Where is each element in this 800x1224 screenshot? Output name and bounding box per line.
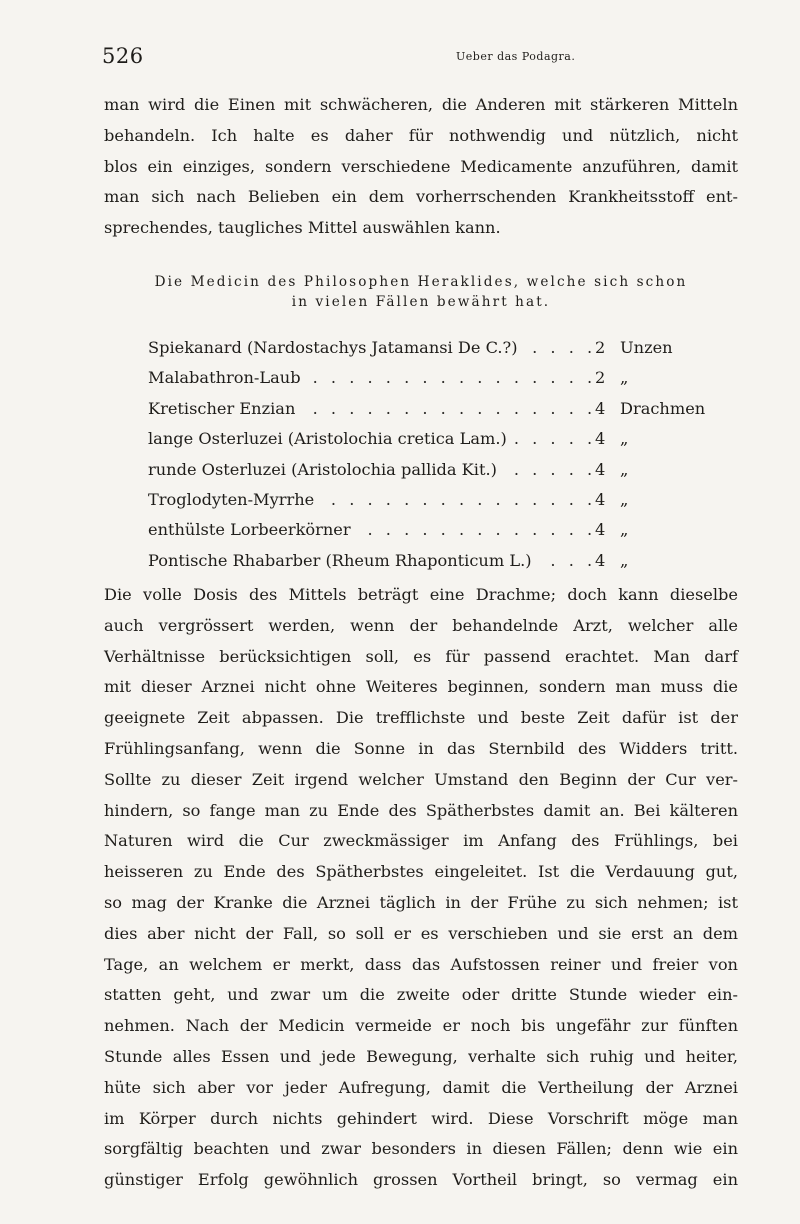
text-line: im Körper durch nichts gehindert wird. Diese Vorschrift möge man xyxy=(104,1108,738,1128)
ingredient-name: Malabathron-Laub xyxy=(148,368,307,387)
ingredient-name: Kretischer Enzian xyxy=(148,399,301,418)
ingredient-quantity: 4 xyxy=(595,398,606,418)
ingredient-name: lange Osterluzei (Aristolochia cretica Lam.) xyxy=(148,429,513,448)
ingredient-quantity: 4 xyxy=(595,429,606,449)
ingredient xyxy=(148,394,593,424)
recipe-item xyxy=(148,485,728,515)
text-line: Naturen wird die Cur zweckmässiger im Anfang des Frühlings, bei xyxy=(104,831,738,851)
text-line: sprechendes, taugliches Mittel auswählen kann. xyxy=(104,218,501,238)
text-line: statten geht, und zwar um die zweite oder dritte Stunde wieder ein- xyxy=(104,985,738,1005)
text-line: nehmen. Nach der Medicin vermeide er noch bis ungefähr zur fünften xyxy=(104,1016,738,1036)
ingredient-name: enthülste Lorbeerkörner xyxy=(148,520,357,539)
heading-line: Die Medicin des Philosophen Heraklides, welche sich schon xyxy=(154,274,688,290)
recipe-item xyxy=(148,546,728,576)
ingredient-unit: „ xyxy=(620,520,629,540)
recipe-item xyxy=(148,333,728,363)
text-line: Sollte zu dieser Zeit irgend welcher Umstand den Beginn der Cur ver- xyxy=(104,769,738,789)
text-line: so mag der Kranke die Arznei täglich in der Frühe zu sich nehmen; ist xyxy=(104,892,738,912)
ingredient xyxy=(148,485,593,515)
recipe-item xyxy=(148,515,728,545)
ingredient-quantity: 4 xyxy=(595,550,606,570)
ingredient-unit: Drachmen xyxy=(620,398,706,418)
recipe-item xyxy=(148,394,728,424)
heading-line: in vielen Fällen bewährt hat. xyxy=(291,294,551,310)
ingredient xyxy=(148,424,593,454)
text-line: Tage, an welchem er merkt, dass das Aufstossen reiner und freier von xyxy=(104,954,738,974)
text-line: man wird die Einen mit schwächeren, die Anderen mit stärkeren Mitteln xyxy=(104,95,738,114)
ingredient xyxy=(148,546,593,576)
ingredient xyxy=(148,333,593,363)
text-line: hüte sich aber vor jeder Aufregung, damit die Vertheilung der Arznei xyxy=(104,1077,738,1097)
paragraph-intro xyxy=(104,90,738,244)
ingredient xyxy=(148,455,593,485)
text-line: behandeln. Ich halte es daher für nothwendig und nützlich, nicht xyxy=(104,125,738,145)
text-line: sorgfältig beachten und zwar besonders in diesen Fällen; denn wie ein xyxy=(104,1139,738,1159)
recipe-list xyxy=(148,333,728,576)
recipe-item xyxy=(148,363,728,393)
ingredient-quantity: 2 xyxy=(595,338,606,357)
ingredient-name: Pontische Rhabarber (Rheum Rhaponticum L.) xyxy=(148,551,538,570)
text-line: günstiger Erfolg gewöhnlich grossen Vortheil bringt, so vermag ein xyxy=(104,1170,738,1190)
ingredient-name: Troglodyten-Myrrhe xyxy=(148,490,320,509)
recipe-item xyxy=(148,424,728,454)
ingredient-unit: Unzen xyxy=(620,338,673,357)
recipe-item xyxy=(148,455,728,485)
ingredient-name: Spiekanard (Nardostachys Jatamansi De C.?) xyxy=(148,338,524,357)
ingredient xyxy=(148,515,593,545)
text-line: Verhältnisse berücksichtigen soll, es für passend erachtet. Man darf xyxy=(104,646,738,666)
text-line: Stunde alles Essen und jede Bewegung, verhalte sich ruhig und heiter, xyxy=(104,1046,738,1066)
text-line: geeignete Zeit abpassen. Die trefflichste und beste Zeit dafür ist der xyxy=(104,708,738,728)
text-line: auch vergrössert werden, wenn der behandelnde Arzt, welcher alle xyxy=(104,615,738,635)
ingredient-quantity: 4 xyxy=(595,459,606,479)
ingredient-quantity: 4 xyxy=(595,489,606,509)
ingredient-quantity: 4 xyxy=(595,520,606,540)
ingredient-unit: „ xyxy=(620,550,629,570)
ingredient-unit: „ xyxy=(620,429,629,449)
ingredient-name: runde Osterluzei (Aristolochia pallida Kit.) xyxy=(148,460,503,479)
ingredient-unit: „ xyxy=(620,368,629,388)
text-line: Die volle Dosis des Mittels beträgt eine Drachme; doch kann dieselbe xyxy=(104,585,738,604)
page-number: 526 xyxy=(102,44,144,68)
page-header xyxy=(100,44,740,74)
running-title: Ueber das Podagra. xyxy=(456,50,576,63)
ingredient-unit: „ xyxy=(620,489,629,509)
text-line: man sich nach Belieben ein dem vorherrschenden Krankheitsstoff ent- xyxy=(104,187,738,207)
text-line: hindern, so fange man zu Ende des Spätherbstes damit an. Bei kälteren xyxy=(104,800,738,820)
ingredient-quantity: 2 xyxy=(595,368,606,388)
ingredient xyxy=(148,363,593,393)
text-line: mit dieser Arznei nicht ohne Weiteres beginnen, sondern man muss die xyxy=(104,677,738,697)
text-line: heisseren zu Ende des Spätherbstes eingeleitet. Ist die Verdauung gut, xyxy=(104,862,738,882)
section-heading xyxy=(104,272,738,312)
ingredient-unit: „ xyxy=(620,459,629,479)
text-line: Frühlingsanfang, wenn die Sonne in das Sternbild des Widders tritt. xyxy=(104,738,738,758)
text-line: blos ein einziges, sondern verschiedene Medicamente anzuführen, damit xyxy=(104,156,738,176)
text-line: dies aber nicht der Fall, so soll er es verschieben und sie erst an dem xyxy=(104,923,738,943)
paragraph-dosage xyxy=(104,580,738,1196)
